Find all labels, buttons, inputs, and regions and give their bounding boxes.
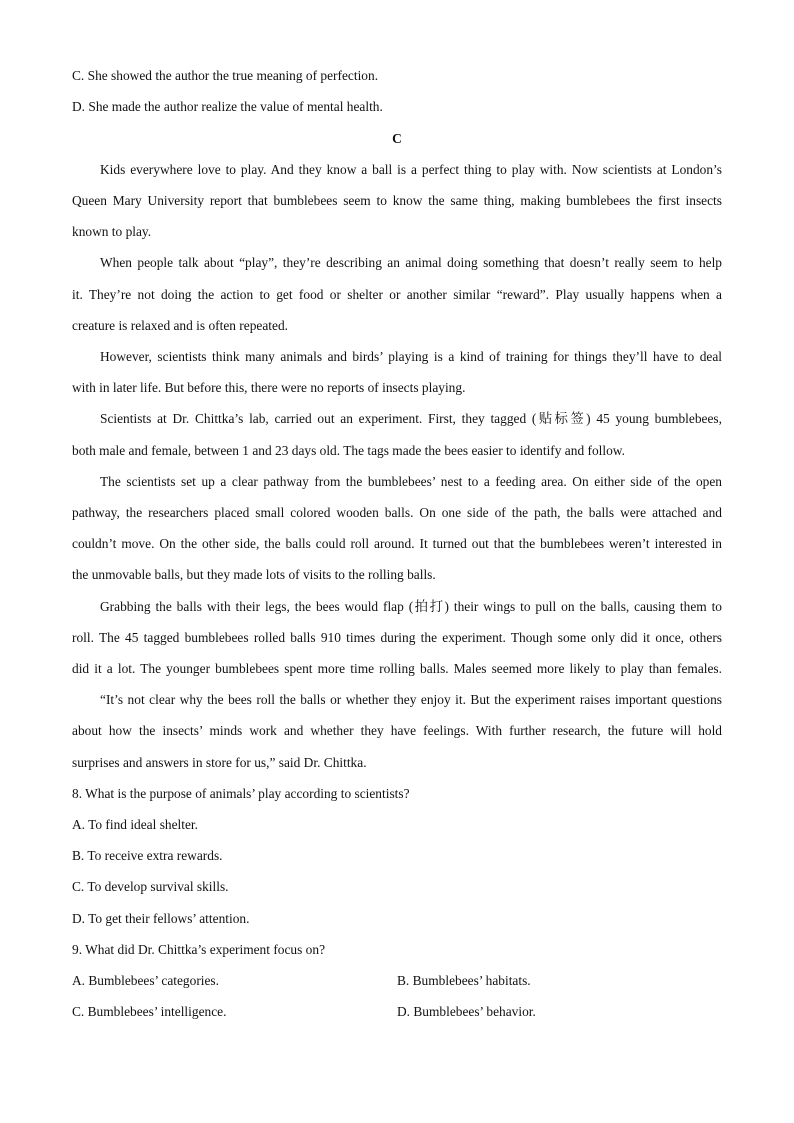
passage-line: creature is relaxed and is often repeated. <box>72 318 288 333</box>
passage-line: Grabbing the balls with their legs, the bees would flap (拍打) their wings to pull on the balls, causing them to <box>100 599 722 614</box>
passage-line: known to play. <box>72 224 152 239</box>
option-a: A. Bumblebees’ categories. <box>72 973 219 988</box>
passage-line: When people talk about “play”, they’re describing an animal doing something that doesn’t really seem to help <box>100 255 722 270</box>
passage-line: both male and female, between 1 and 23 days old. The tags made the bees easier to identify and follow. <box>72 443 625 458</box>
option-c: C. Bumblebees’ intelligence. <box>72 1004 227 1019</box>
option-b: B. To receive extra rewards. <box>72 848 223 863</box>
passage-line: Kids everywhere love to play. And they know a ball is a perfect thing to play with. Now scientists at London’s <box>100 162 722 177</box>
option-d: D. To get their fellows’ attention. <box>72 911 250 926</box>
passage-line: did it a lot. The younger bumblebees spent more time rolling balls. Males seemed more likely to play than females. <box>72 661 722 676</box>
section-title: C <box>392 131 402 146</box>
passage-line: surprises and answers in store for us,” said Dr. Chittka. <box>72 755 367 770</box>
option-c: C. To develop survival skills. <box>72 879 229 894</box>
passage-line: it. They’re not doing the action to get food or shelter or another similar “reward”. Play usually happens when a <box>72 287 722 302</box>
passage-line: the unmovable balls, but they made lots of visits to the rolling balls. <box>72 567 436 582</box>
question-stem: 9. What did Dr. Chittka’s experiment focus on? <box>72 942 326 957</box>
prev-option-d: D. She made the author realize the value of mental health. <box>72 99 383 114</box>
passage-line: “It’s not clear why the bees roll the balls or whether they enjoy it. But the experiment raises important questions <box>100 692 722 707</box>
passage-line: with in later life. But before this, there were no reports of insects playing. <box>72 380 466 395</box>
passage-line: Queen Mary University report that bumblebees seem to know the same thing, making bumblebees the first insects <box>72 193 722 208</box>
passage-line: Scientists at Dr. Chittka’s lab, carried out an experiment. First, they tagged (贴标签) 45 young bumblebees, <box>100 411 722 426</box>
passage-line: about how the insects’ minds work and whether they have feelings. With further research, the future will hold <box>72 723 722 738</box>
option-b: B. Bumblebees’ habitats. <box>397 973 531 988</box>
passage-line: couldn’t move. On the other side, the balls could roll around. It turned out that the bumblebees weren’t interested in <box>72 536 722 551</box>
passage-line: However, scientists think many animals and birds’ playing is a kind of training for things they’ll have to deal <box>100 349 722 364</box>
passage-line: roll. The 45 tagged bumblebees rolled balls 910 times during the experiment. Though some only did it once, others <box>72 630 722 645</box>
option-d: D. Bumblebees’ behavior. <box>397 1004 536 1019</box>
option-a: A. To find ideal shelter. <box>72 817 199 832</box>
passage-line: The scientists set up a clear pathway from the bumblebees’ nest to a feeding area. On either side of the open <box>100 474 722 489</box>
prev-option-c: C. She showed the author the true meaning of perfection. <box>72 68 379 83</box>
question-stem: 8. What is the purpose of animals’ play according to scientists? <box>72 786 410 801</box>
passage-line: pathway, the researchers placed small colored wooden balls. On one side of the path, the balls were attached and <box>72 505 722 520</box>
